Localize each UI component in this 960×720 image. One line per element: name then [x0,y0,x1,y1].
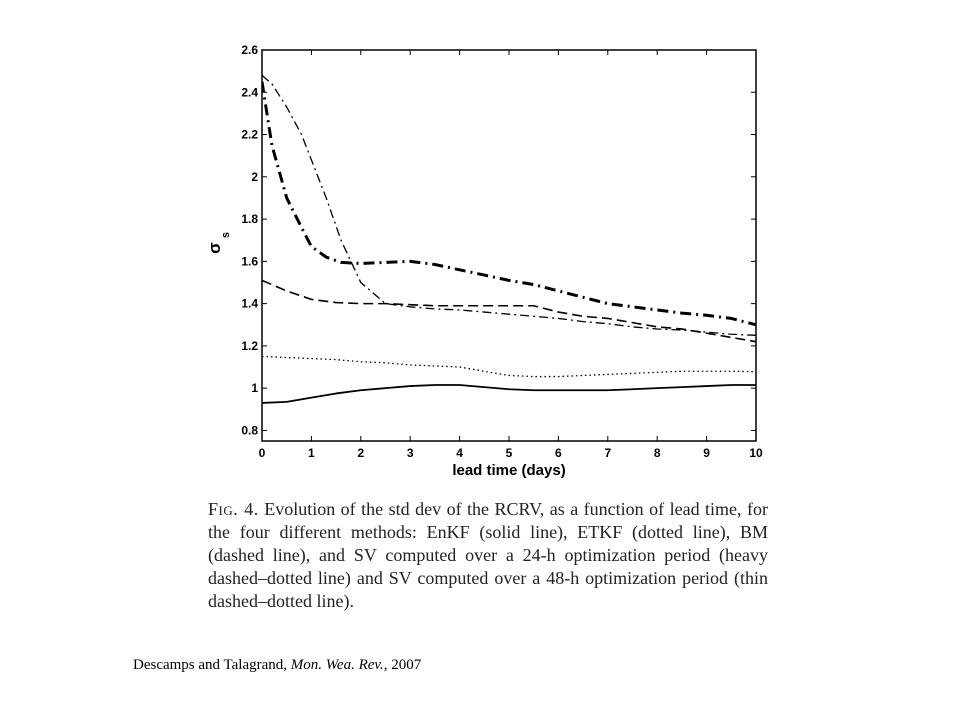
y-axis-label: σ [205,242,224,254]
x-tick-label: 1 [308,446,315,460]
x-tick-label: 10 [749,446,763,460]
y-tick-label: 2 [251,169,258,184]
y-tick-label: 2.6 [241,43,258,57]
series-line-dashed [262,280,756,341]
series-lines [262,75,756,403]
x-tick-label: 9 [703,446,710,460]
y-tick-label: 1.8 [241,212,258,227]
x-tick-label: 6 [555,446,562,460]
y-tick-label: 2.2 [241,127,258,142]
y-tick-label: 0.8 [241,423,258,438]
y-tick-label: 1 [251,381,258,396]
x-axis-label: lead time (days) [452,462,566,479]
x-tick-label: 8 [653,446,661,460]
y-axis-label-subscript: s [220,231,232,239]
figure-label: Fig. 4. [208,499,259,519]
x-tick-label: 5 [505,446,513,460]
x-tick-label: 7 [604,446,612,460]
y-tick-label: 2.4 [241,85,258,100]
y-tick-label: 1.4 [241,296,258,311]
series-line-solid [262,385,756,403]
citation [133,657,421,674]
series-line-thin-dashdot [262,75,756,335]
series-line-heavy-dashdot [262,82,756,325]
series-line-dotted [262,356,756,376]
plot-frame [262,50,756,441]
y-tick-label: 1.2 [241,338,258,353]
citation-year: , 2007 [383,657,422,673]
citation-journal: Mon. Wea. Rev. [290,657,384,673]
figure-caption [208,498,768,613]
y-tick-label: 1.6 [241,254,258,269]
x-tick-label: 3 [406,446,414,460]
x-tick-label: 2 [357,446,365,460]
citation-authors: Descamps and Talagrand, [133,657,291,673]
x-tick-label: 4 [456,446,463,460]
caption-text: Evolution of the std dev of the RCRV, as a function of lead time, for the four different methods: EnKF (solid line), ETKF (dotted line), BM (dashed line), and SV computed over a 24-h optimization period (heavy dashed–dotted line) and SV computed over a 48-h optimization period (thin dashed–dotted line). [208,499,769,611]
plot-area [241,43,763,460]
x-tick-label: 0 [258,446,266,460]
y-axis-title [205,232,232,254]
